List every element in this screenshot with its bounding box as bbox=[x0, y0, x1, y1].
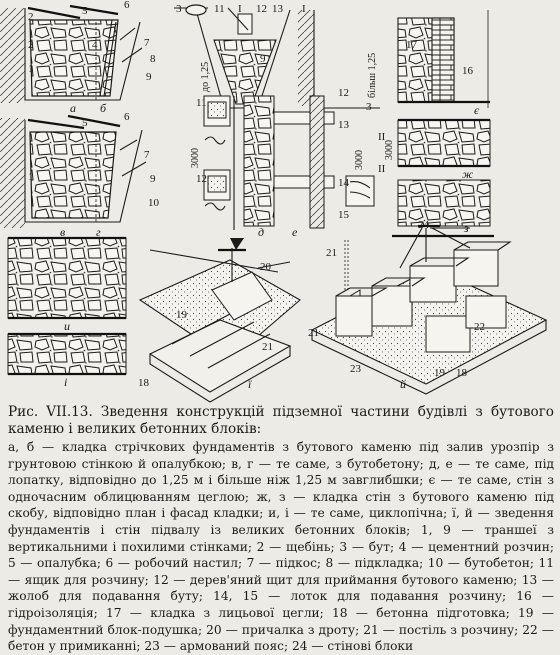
caption-title: Рис. VII.13. Зведення конструкцій підземної частини будівлі з бутового каменю і великих бетонних блоків: bbox=[8, 404, 554, 437]
label-ye: є bbox=[474, 103, 480, 117]
label-d: д bbox=[258, 225, 265, 239]
dimension-up-to-1-25: до 1,25 bbox=[200, 61, 211, 92]
callout-21b: 21 bbox=[308, 327, 319, 339]
callout-20: 20 bbox=[260, 261, 271, 273]
callout-14: 14 bbox=[338, 177, 349, 189]
callout-22: 22 bbox=[474, 321, 485, 333]
panel-v-g bbox=[0, 116, 146, 228]
label-i: і bbox=[64, 375, 68, 389]
callout-3: 3 bbox=[176, 3, 182, 15]
caption-legend: а, б — кладка стрічкових фундаментів з бутового каменю під залив урозпір з грунтовою стінкою й опалубкою; в, г — те саме, з бутобетону; д, е — те саме, під лопатку, відповідно до 1,25 м і більше ніж 1,25 м завглибшки; є — те саме, стін з одночасним облицюванням цеглою; ж, з — кладка стін з бутового каменю під скобу, відповідно план і фасад кладки; и, і — те саме, циклопічна; ї, й — зведення фундаментів і стін підвалу із великих бетонних блоків; 1, 9 — траншеї з вертикальними і похилими стінками; 2 — щебінь; 3 — бут; 4 — цементний розчин; 5 — опалубка; 6 — робочий настил; 7 — підкос; 8 — підкладка; 10 — бутобетон; 11 — ящик для розчину; 12 — дерев'яний щит для приймання бутового каменю; 13 — жолоб для подавання буту; 14, 15 — лоток для подавання розчину; 16 — гідроізоляція; 17 — кладка з лицьової цегли; 18 — бетонна підготовка; 19 — фундаментний блок-подушка; 20 — причалка з дроту; 21 — постіль з розчину; 22 — бетон у примиканні; 23 — армований пояс; 24 — стінові блоки bbox=[8, 440, 554, 654]
callout-5b: 5 bbox=[82, 117, 88, 129]
panel-yi bbox=[140, 238, 300, 402]
callout-11b: 11 bbox=[196, 97, 207, 109]
callout-2: 2 bbox=[28, 39, 34, 51]
section-mark-4: II bbox=[378, 163, 386, 175]
callout-15: 15 bbox=[338, 209, 349, 221]
label-yi: ї bbox=[248, 377, 252, 391]
callout-4: 4 bbox=[92, 39, 98, 51]
label-e: е bbox=[292, 225, 298, 239]
callout-13: 13 bbox=[272, 3, 283, 15]
callout-8: 8 bbox=[150, 53, 156, 65]
callout-12b: 12 bbox=[196, 173, 207, 185]
dimension-3000-left: 3000 bbox=[190, 148, 201, 168]
callout-18: 18 bbox=[138, 377, 149, 389]
label-y: и bbox=[64, 319, 70, 333]
label-z: з bbox=[464, 221, 469, 235]
callout-24: 24 bbox=[418, 219, 429, 231]
section-mark-3: II bbox=[378, 131, 386, 143]
callout-9: 9 bbox=[146, 71, 152, 83]
label-g: г bbox=[96, 225, 101, 239]
label-zh: ж bbox=[462, 167, 474, 181]
callout-19b: 19 bbox=[434, 367, 445, 379]
panel-a-b bbox=[0, 6, 142, 103]
callout-1: 1 bbox=[28, 63, 34, 75]
callout-23: 23 bbox=[350, 363, 361, 375]
callout-1b: 1 bbox=[28, 171, 34, 183]
dimension-more-1-25: більш 1,25 bbox=[367, 52, 378, 98]
callout-7b: 7 bbox=[144, 149, 150, 161]
callout-21: 21 bbox=[262, 341, 273, 353]
section-mark-1: I bbox=[238, 3, 242, 15]
callout-1a: 2 bbox=[28, 11, 34, 23]
callout-21c: 21 bbox=[326, 247, 337, 259]
callout-19: 19 bbox=[176, 309, 187, 321]
section-mark-2: I bbox=[302, 3, 306, 15]
label-a: а bbox=[70, 101, 76, 115]
callout-9c: 9 bbox=[260, 53, 266, 65]
callout-7: 7 bbox=[144, 37, 150, 49]
callout-12c: 12 bbox=[338, 87, 349, 99]
callout-3b: 3 bbox=[366, 101, 372, 113]
dimension-3000-zh: 3000 bbox=[384, 140, 395, 160]
callout-6b: 6 bbox=[124, 111, 130, 123]
callout-16: 16 bbox=[462, 65, 473, 77]
callout-11: 11 bbox=[214, 3, 225, 15]
callout-6: 6 bbox=[124, 0, 130, 11]
callout-5: 5 bbox=[82, 5, 88, 17]
callout-10: 10 bbox=[148, 197, 159, 209]
panel-ii bbox=[312, 226, 546, 394]
callout-17: 17 bbox=[406, 39, 417, 51]
label-b: б bbox=[100, 101, 107, 115]
callout-13b: 13 bbox=[338, 119, 349, 131]
callout-18b: 18 bbox=[456, 367, 467, 379]
label-v: в bbox=[60, 225, 66, 239]
panel-ye bbox=[398, 10, 490, 108]
panel-y-i bbox=[8, 238, 126, 374]
callout-9b: 9 bbox=[150, 173, 156, 185]
panel-zh-z bbox=[392, 120, 494, 236]
figure-caption bbox=[8, 404, 554, 655]
dimension-3000-right: 3000 bbox=[354, 150, 365, 170]
label-ii: й bbox=[400, 377, 406, 391]
callout-12: 12 bbox=[256, 3, 267, 15]
